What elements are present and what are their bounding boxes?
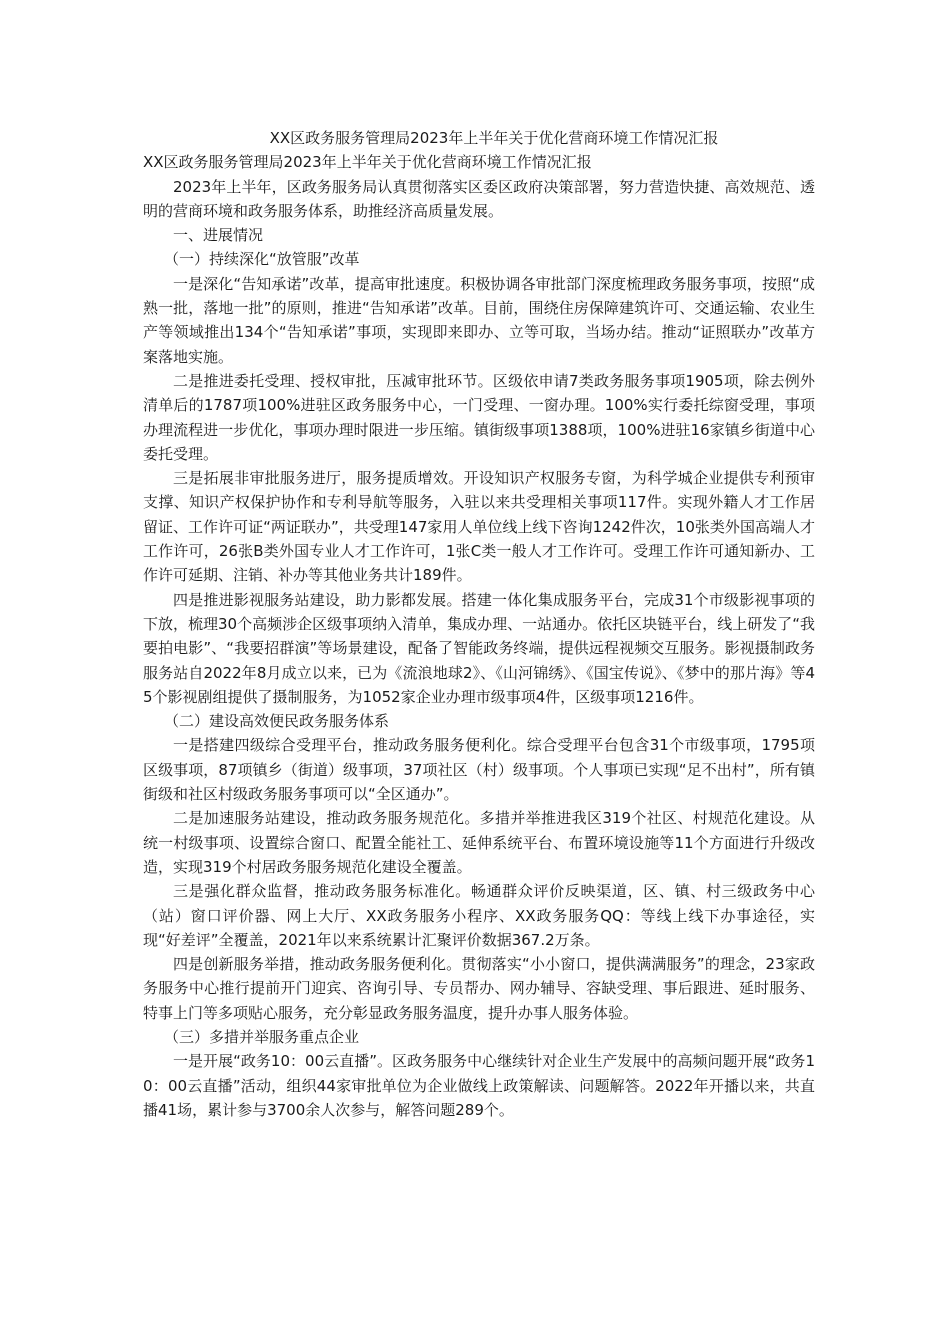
paragraph: 四是创新服务举措，推动政务服务便利化。贯彻落实“小小窗口，提供满满服务”的理念，23家政务服务中心推行提前开门迎宾、咨询引导、专员帮办、网办辅导、容缺受理、事后跟进、延时服务、特事上门等多项贴心服务，充分彰显政务服务温度，提升办事人服务体验。 (143, 955, 815, 1022)
paragraph: 三是拓展非审批服务进厅，服务提质增效。开设知识产权服务专窗，为科学城企业提供专利预审支撑、知识产权保护协作和专利导航等服务，入驻以来共受理相关事项117件。实现外籍人才工作居留证、工作许可证“两证联办”，共受理147家用人单位线上线下咨询1242件次，10张类外国高端人才工作许可，26张B类外国专业人才工作许可，1张C类一般人才工作许可。受理工作许可通知新办、工作许可延期、注销、补办等其他业务共计189件。 (143, 469, 815, 585)
paragraph: 四是推进影视服务站建设，助力影都发展。搭建一体化集成服务平台，完成31个市级影视事项的下放，梳理30个高频涉企区级事项纳入清单，集成办理、一站通办。依托区块链平台，线上研发了“我要拍电影”、“我要招群演”等场景建设，配备了智能政务终端，提供远程视频交互服务。影视摄制政务服务站自2022年8月成立以来，已为《流浪地球2》、《山河锦绣》、《国宝传说》、《梦中的那片海》等45个影视剧组提供了摄制服务，为1052家企业办理市级事项4件，区级事项1216件。 (143, 590, 815, 706)
document-title: XX区政务服务管理局2023年上半年关于优化营商环境工作情况汇报 (269, 129, 719, 147)
paragraph: 一是开展“政务10：00云直播”。区政务服务中心继续针对企业生产发展中的高频问题开展“政务10：00云直播”活动，组织44家审批单位为企业做线上政策解读、问题解答。2022年开播以来，共直播41场，累计参与3700余人次参与，解答问题289个。 (143, 1052, 815, 1119)
document-subtitle: XX区政务服务管理局2023年上半年关于优化营商环境工作情况汇报 (143, 153, 592, 172)
subsection-heading-1: （一）持续深化“放管服”改革 (164, 250, 360, 269)
document-page (143, 126, 815, 1122)
subsection-heading-2: （二）建设高效便民政务服务体系 (164, 712, 390, 731)
section-heading-progress: 一、进展情况 (173, 226, 264, 245)
paragraph: 二是加速服务站建设，推动政务服务规范化。多措并举推进我区319个社区、村规范化建设。从统一村级事项、设置综合窗口、配置全能社工、延伸系统平台、布置环境设施等11个方面进行升级改造，实现319个村居政务服务规范化建设全覆盖。 (143, 809, 815, 876)
subsection-heading-3: （三）多措并举服务重点企业 (164, 1027, 360, 1046)
paragraph: 二是推进委托受理、授权审批，压减审批环节。区级依申请7类政务服务事项1905项，除去例外清单后的1787项100%进驻区政务服务中心，一门受理、一窗办理。100%实行委托综窗受理，事项办理流程进一步优化，事项办理时限进一步压缩。镇街级事项1388项，100%进驻16家镇乡街道中心委托受理。 (143, 371, 815, 463)
paragraph: 一是搭建四级综合受理平台，推动政务服务便利化。综合受理平台包含31个市级事项，1795项区级事项，87项镇乡（街道）级事项，37项社区（村）级事项。个人事项已实现“足不出村”，所有镇街级和社区村级政务服务事项可以“全区通办”。 (143, 736, 815, 804)
paragraph: 三是强化群众监督，推动政务服务标准化。畅通群众评价反映渠道，区、镇、村三级政务中心（站）窗口评价器、网上大厅、XX政务服务小程序、XX政务服务QQ：等线上线下办事途径，实现“好差评”全覆盖，2021年以来系统累计汇聚评价数据367.2万条。 (143, 882, 815, 949)
paragraph: 一是深化“告知承诺”改革，提高审批速度。积极协调各审批部门深度梳理政务服务事项，按照“成熟一批，落地一批”的原则，推进“告知承诺”改革。目前，围绕住房保障建筑许可、交通运输、农业生产等领域推出134个“告知承诺”事项，实现即来即办、立等可取，当场办结。推动“证照联办”改革方案落地实施。 (143, 274, 815, 366)
intro-paragraph: 2023年上半年，区政务服务局认真贯彻落实区委区政府决策部署，努力营造快捷、高效规范、透明的营商环境和政务服务体系，助推经济高质量发展。 (143, 177, 815, 220)
